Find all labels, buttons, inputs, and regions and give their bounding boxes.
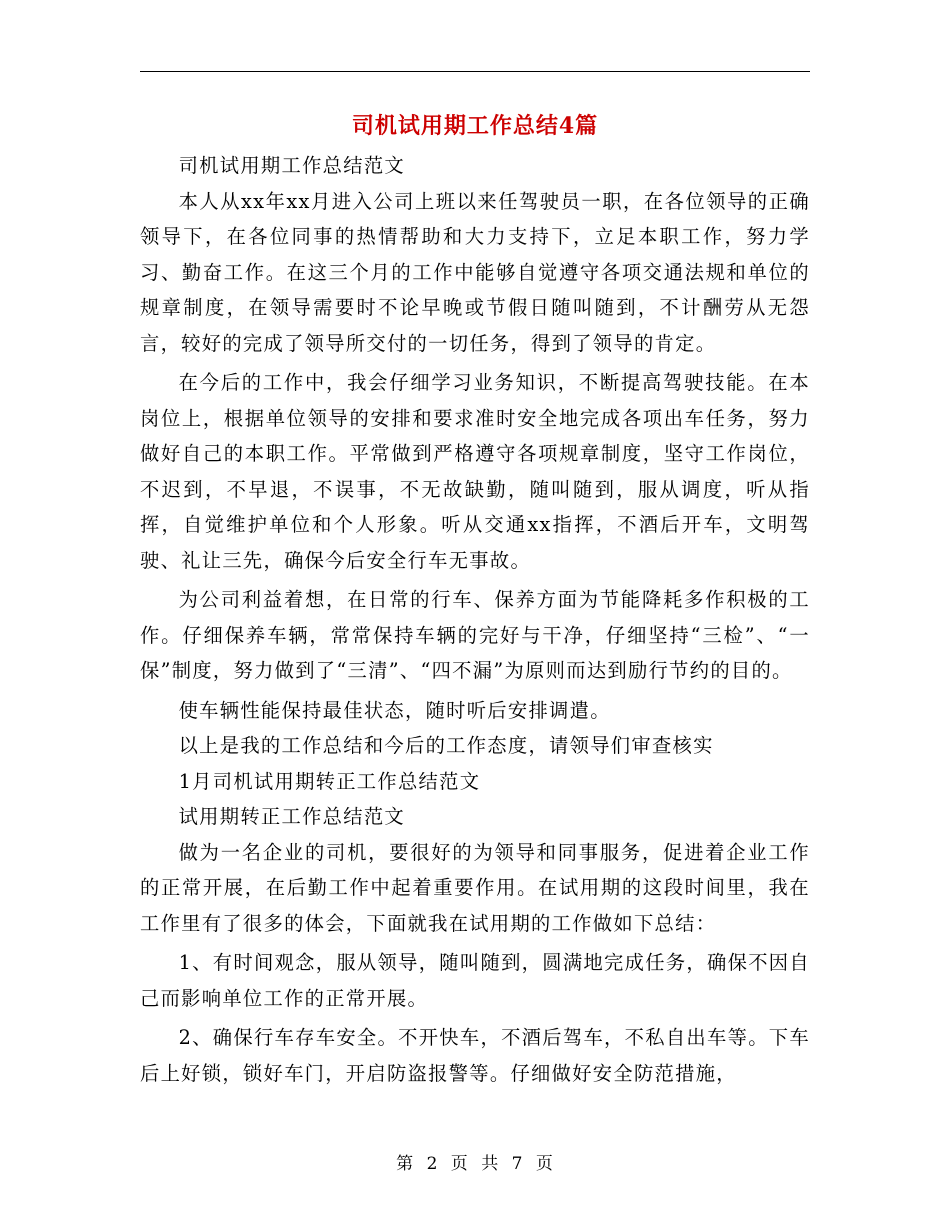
header-rule (140, 71, 810, 72)
document-body (140, 148, 810, 1091)
paragraph-future-work: 在今后的工作中，我会仔细学习业务知识，不断提高驾驶技能。在本岗位上，根据单位领导的安排和要求准时安全地完成各项出车任务，努力做好自己的本职工作。平常做到严格遵守各项规章制度，坚守工作岗位，不迟到，不早退，不误事，不无故缺勤，随叫随到，服从调度，听从指挥，自觉维护单位和个人形象。听从交通xx指挥，不酒后开车，文明驾驶、礼让三先，确保今后安全行车无事故。 (140, 371, 810, 572)
document-title: 司机试用期工作总结4篇 (351, 113, 599, 139)
paragraph-driver-role: 做为一名企业的司机，要很好的为领导和同事服务，促进着企业工作的正常开展，在后勤工作中起着重要作用。在试用期的这段时间里，我在工作里有了很多的体会，下面就我在试用期的工作做如下总结： (140, 840, 810, 935)
paragraph-item-1: 1、有时间观念，服从领导，随叫随到，圆满地完成任务，确保不因自己而影响单位工作的正常开展。 (140, 951, 810, 1010)
paragraph-item-2: 2、确保行车存车安全。不开快车，不酒后驾车，不私自出车等。下车后上好锁，锁好车门，开启防盗报警等。仔细做好安全防范措施， (140, 1026, 810, 1085)
paragraph-closing: 以上是我的工作总结和今后的工作态度，请领导们审查核实 (178, 734, 714, 757)
paragraph-intro: 本人从xx年xx月进入公司上班以来任驾驶员一职，在各位领导的正确领导下，在各位同事的热情帮助和大力支持下，立足本职工作，努力学习、勤奋工作。在这三个月的工作中能够自觉遵守各项交通法规和单位的规章制度，在领导需要时不论早晚或节假日随叫随到，不计酬劳从无怨言，较好的完成了领导所交付的一切任务，得到了领导的肯定。 (140, 189, 810, 355)
paragraph-subtitle-2: 1月司机试用期转正工作总结范文 (178, 769, 481, 793)
paragraph-subtitle-3: 试用期转正工作总结范文 (178, 805, 405, 828)
page-number-footer: 第 2 页 共 7 页 (396, 1154, 554, 1174)
paragraph-subtitle-1: 司机试用期工作总结范文 (178, 154, 405, 177)
paragraph-vehicle-state: 使车辆性能保持最佳状态，随时听后安排调遣。 (178, 698, 611, 722)
paragraph-maintenance: 为公司利益着想，在日常的行车、保养方面为节能降耗多作积极的工作。仔细保养车辆，常常保持车辆的完好与干净，仔细坚持“三检”、“一保”制度，努力做到了“三清”、“四不漏”为原则而达到励行节约的目的。 (140, 588, 810, 682)
